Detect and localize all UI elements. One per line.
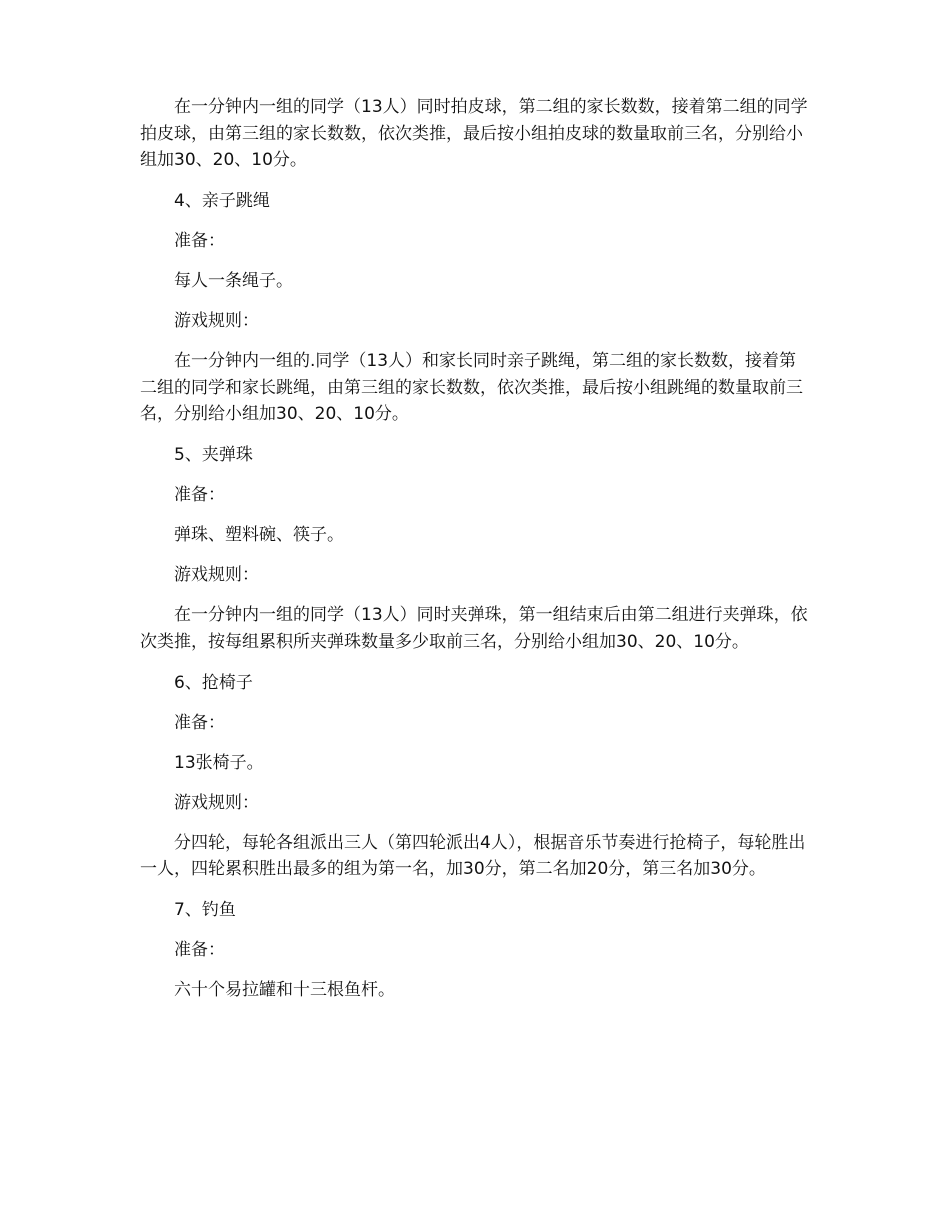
label-preparation: 准备： [174,940,225,960]
paragraph-marble-preparation: 弹珠、塑料碗、筷子。 [174,525,344,545]
paragraph-chairs-rules: 分四轮，每轮各组派出三人（第四轮派出4人），根据音乐节奏进行抢椅子，每轮胜出一人，四轮累积胜出最多的组为第一名，加30分，第二名加20分，第三名加30分。 [140,832,806,879]
paragraph-pat-ball-rules: 在一分钟内一组的同学（13人）同时拍皮球，第二组的家长数数，接着第二组的同学拍皮球，由第三组的家长数数，依次类推，最后按小组拍皮球的数量取前三名，分别给小组加30、20、10分。 [140,97,808,170]
heading-musical-chairs: 6、抢椅子 [174,672,253,693]
label-game-rules: 游戏规则： [174,565,259,585]
heading-marble-picking: 5、夹弹珠 [174,445,253,465]
label-game-rules: 游戏规则： [174,311,259,331]
document-body [140,94,812,1017]
paragraph-fishing-preparation: 六十个易拉罐和十三根鱼杆。 [174,980,395,1000]
paragraph-rope-skipping-rules: 在一分钟内一组的.同学（13人）和家长同时亲子跳绳，第二组的家长数数，接着第二组的同学和家长跳绳，由第三组的家长数数，依次类推，最后按小组跳绳的数量取前三名，分别给小组加30、20、10分。 [140,351,803,424]
label-preparation: 准备： [174,231,225,251]
heading-fishing: 7、钓鱼 [174,900,236,920]
label-preparation: 准备： [174,712,225,733]
paragraph-marble-rules: 在一分钟内一组的同学（13人）同时夹弹珠，第一组结束后由第二组进行夹弹珠，依次类推，按每组累积所夹弹珠数量多少取前三名，分别给小组加30、20、10分。 [140,605,808,652]
paragraph-chairs-preparation: 13张椅子。 [174,752,264,773]
paragraph-rope-preparation: 每人一条绳子。 [174,271,293,291]
heading-parent-child-rope-skipping: 4、亲子跳绳 [174,191,270,211]
label-preparation: 准备： [174,485,225,505]
label-game-rules: 游戏规则： [174,792,259,813]
